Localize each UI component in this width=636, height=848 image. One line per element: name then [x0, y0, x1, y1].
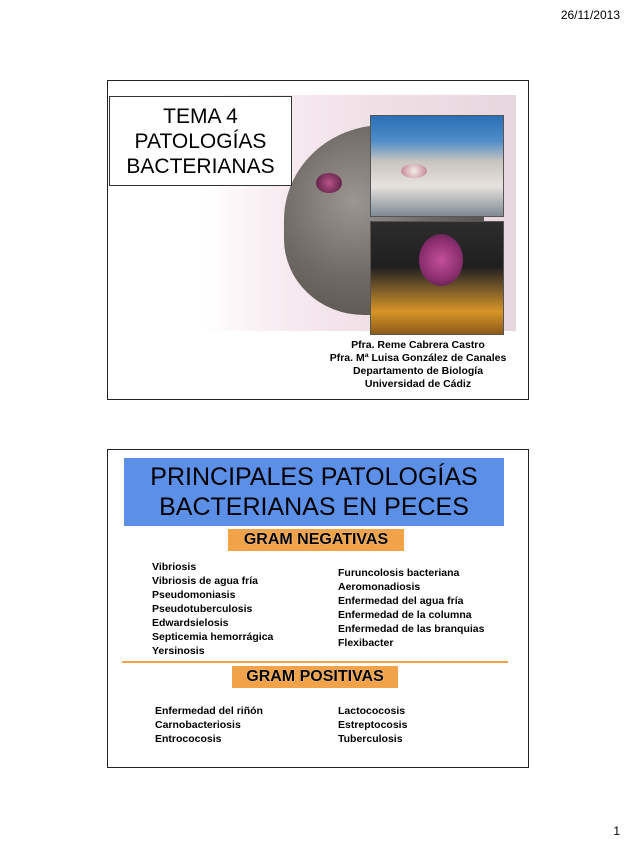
heading-line: PRINCIPALES PATOLOGÍAS	[150, 463, 478, 491]
list-item: Edwardsielosis	[152, 617, 229, 629]
list-item: Aeromonadiosis	[338, 581, 421, 593]
title-line: PATOLOGÍAS	[134, 129, 267, 153]
slide-title-box	[109, 96, 292, 186]
list-item: Furuncolosis bacteriana	[338, 567, 460, 579]
infected-fish-photo	[370, 115, 504, 217]
ulcer-mark	[419, 234, 463, 286]
author-line: Pfra. Reme Cabrera Castro	[351, 339, 485, 351]
gram-negative-list-left	[152, 560, 273, 658]
list-item: Pseudomoniasis	[152, 589, 236, 601]
lesion-mark	[401, 164, 427, 178]
list-item: Tuberculosis	[338, 733, 403, 745]
print-date: 26/11/2013	[560, 8, 620, 22]
list-item: Pseudotuberculosis	[152, 603, 253, 615]
list-item: Carnobacteriosis	[155, 719, 241, 731]
ulcer-fish-photo	[370, 221, 504, 335]
author-line: Departamento de Biología	[352, 365, 484, 377]
list-item: Vibriosis de agua fría	[152, 575, 259, 587]
list-item: Enfermedad de las branquias	[338, 623, 485, 635]
list-item: Flexibacter	[338, 637, 394, 649]
gram-positive-list-right	[338, 704, 407, 746]
title-line: BACTERIANAS	[126, 154, 275, 178]
author-line: Pfra. Mª Luisa González de Canales	[329, 352, 507, 364]
gram-positive-label: GRAM POSITIVAS	[232, 666, 398, 688]
list-item: Estreptocosis	[338, 719, 408, 731]
heading-line: BACTERIANAS EN PECES	[159, 493, 469, 521]
list-item: Yersinosis	[152, 645, 205, 657]
list-item: Enfermedad del riñón	[155, 705, 263, 717]
slide-heading	[124, 458, 504, 526]
authors-block	[308, 339, 528, 391]
list-item: Entrococosis	[155, 733, 222, 745]
lesion-spot	[316, 173, 342, 193]
gram-negative-label: GRAM NEGATIVAS	[228, 529, 404, 551]
title-line: TEMA 4	[163, 104, 238, 128]
author-line: Universidad de Cádiz	[364, 378, 472, 390]
list-item: Septicemia hemorrágica	[152, 631, 274, 643]
section-divider	[122, 661, 508, 663]
list-item: Lactococosis	[338, 705, 406, 717]
gram-positive-list-left	[155, 704, 263, 746]
page-number: 1	[613, 824, 620, 838]
gram-negative-list-right	[338, 566, 484, 650]
slide-pathologies	[107, 449, 529, 768]
list-item: Enfermedad de la columna	[338, 609, 472, 621]
list-item: Vibriosis	[152, 561, 197, 573]
list-item: Enfermedad del agua fría	[338, 595, 464, 607]
slide-title	[107, 80, 529, 400]
